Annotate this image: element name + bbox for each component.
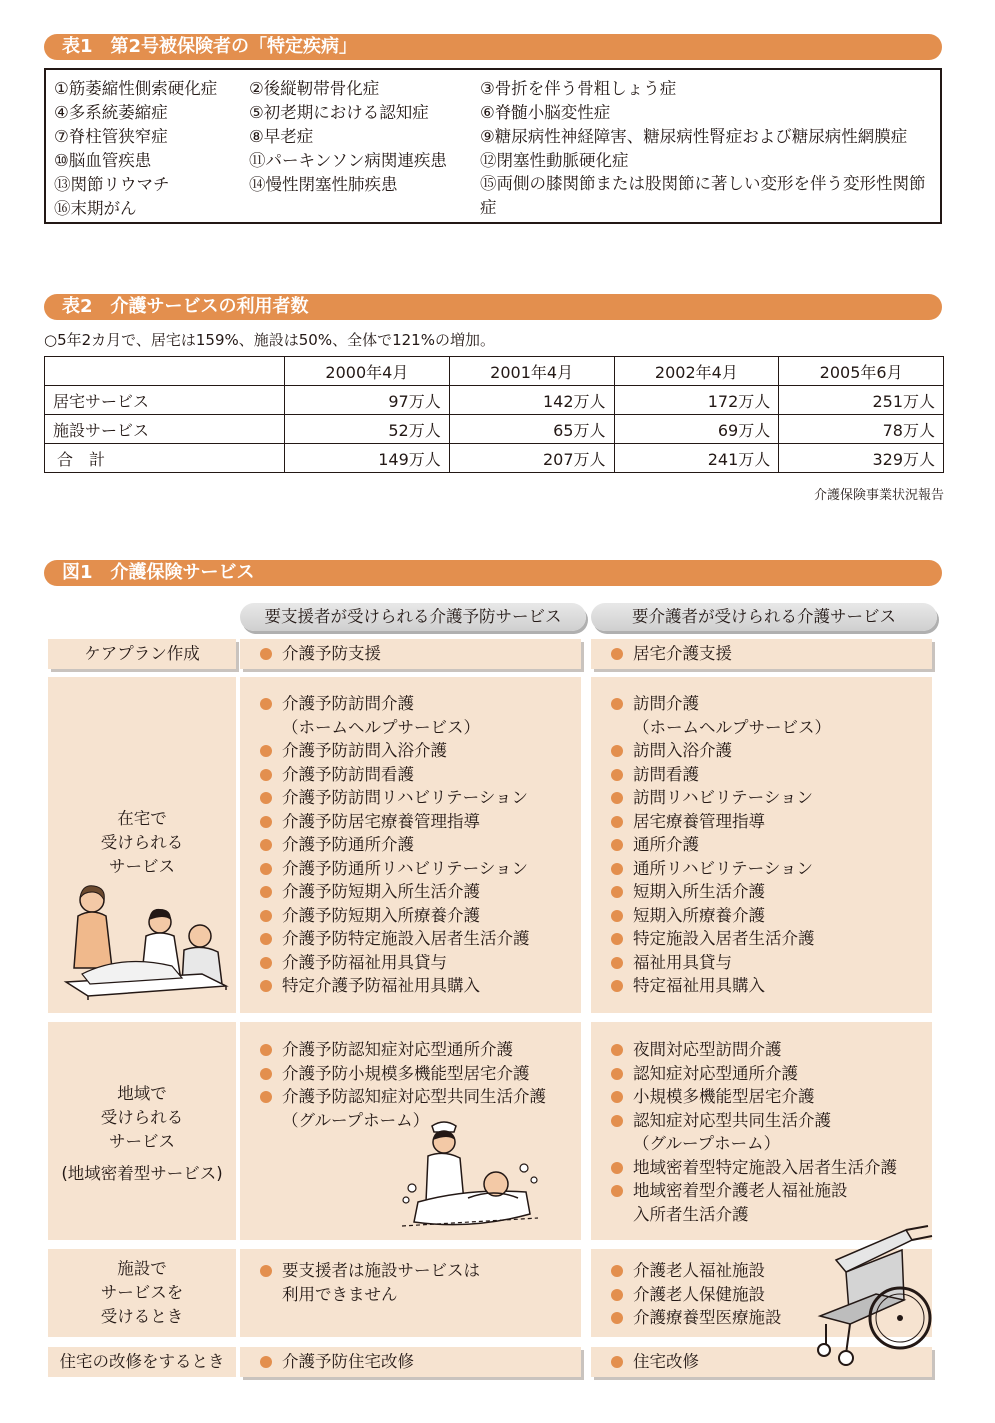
- list-item: [609, 927, 831, 951]
- list-item: [258, 739, 530, 763]
- disease-item: ②後縦靭帯骨化症: [249, 79, 380, 98]
- row-label-cell: [48, 1347, 236, 1377]
- service-list: [609, 642, 732, 666]
- list-item: [609, 833, 831, 857]
- service-label: 福祉用具貸与: [633, 952, 732, 972]
- row-label-line: 施設で: [117, 1259, 167, 1278]
- bullet-dot: [611, 980, 623, 992]
- home-right-cell: [591, 677, 932, 1013]
- list-item: [258, 1085, 546, 1109]
- service-label: 介護予防住宅改修: [282, 1352, 414, 1371]
- list-item: [609, 1259, 782, 1283]
- table-cell: 65万人: [449, 415, 614, 444]
- row-label: [48, 1082, 236, 1186]
- service-label: 夜間対応型訪問介護: [633, 1040, 782, 1059]
- disease-item: ⑨糖尿病性神経障害、糖尿病性腎症および糖尿病性網膜症: [480, 127, 908, 146]
- bullet-dot: [611, 1044, 623, 1056]
- service-label: 介護予防訪問介護: [282, 694, 414, 713]
- bullet-dot: [260, 1091, 272, 1103]
- table-col-header: 2002年4月: [614, 357, 779, 386]
- list-item: [609, 904, 831, 928]
- list-item: [258, 927, 530, 951]
- row-label-line: 受けるとき: [100, 1307, 184, 1326]
- service-label: 介護予防短期入所生活介護: [282, 882, 480, 901]
- table-col-header: 2000年4月: [285, 357, 450, 386]
- row-label-cell: [48, 1022, 236, 1240]
- table-row: [45, 444, 944, 473]
- list-item: [609, 716, 831, 740]
- service-label: 要支援者は施設サービスは: [282, 1261, 480, 1280]
- row-label: 施設サービス: [45, 415, 285, 444]
- renovation-left-cell: [240, 1347, 581, 1377]
- bullet-dot: [611, 1068, 623, 1080]
- service-label: 介護予防認知症対応型通所介護: [282, 1040, 513, 1059]
- list-item: [258, 1350, 414, 1374]
- careplan-right-cell: [591, 639, 932, 669]
- service-label: 介護予防認知症対応型共同生活介護: [282, 1087, 546, 1106]
- bullet-dot: [260, 863, 272, 875]
- table-cell: 207万人: [449, 444, 614, 473]
- bullet-dot: [260, 839, 272, 851]
- service-label: 介護予防支援: [282, 644, 381, 663]
- list-item: [609, 1038, 897, 1062]
- bullet-dot: [611, 698, 623, 710]
- service-label: 認知症対応型共同生活介護: [633, 1110, 831, 1130]
- row-label-line: (地域密着型サービス): [61, 1164, 223, 1183]
- bullet-dot: [611, 863, 623, 875]
- list-item: [609, 951, 831, 975]
- service-label: 介護予防短期入所療養介護: [282, 905, 480, 925]
- table-cell: 52万人: [285, 415, 450, 444]
- disease-item: ③骨折を伴う骨粗しょう症: [480, 79, 677, 98]
- service-label: 特定介護予防福祉用具購入: [282, 976, 480, 995]
- row-label-line: 在宅で: [117, 809, 167, 828]
- bullet-dot: [611, 933, 623, 945]
- service-label: 居宅介護支援: [633, 644, 732, 663]
- table2-title: 表2 介護サービスの利用者数: [44, 294, 942, 320]
- list-item: [609, 1085, 897, 1109]
- row-label-line: 地域で: [117, 1084, 167, 1103]
- bullet-dot: [611, 648, 623, 660]
- bullet-dot: [611, 1312, 623, 1324]
- table-cell: 149万人: [285, 444, 450, 473]
- service-label: 入所者生活介護: [633, 1204, 749, 1224]
- list-item: [258, 833, 530, 857]
- list-item: [258, 880, 530, 904]
- list-item: [258, 904, 530, 928]
- list-item: [258, 642, 381, 666]
- list-item: [258, 763, 530, 787]
- service-label: 特定施設入居者生活介護: [633, 929, 815, 948]
- bullet-dot: [611, 792, 623, 804]
- service-label: 介護老人保健施設: [633, 1284, 765, 1304]
- list-item: [258, 1062, 546, 1086]
- bathing-care-illustration: [398, 1118, 548, 1230]
- service-list: [258, 642, 381, 666]
- service-label: 小規模多機能型居宅介護: [633, 1087, 815, 1106]
- service-label: 介護療養型医療施設: [633, 1308, 782, 1327]
- row-label: [48, 1257, 236, 1329]
- list-item: [258, 692, 530, 716]
- bullet-dot: [611, 1289, 623, 1301]
- service-users-table: [44, 356, 944, 473]
- table-cell: 97万人: [285, 386, 450, 415]
- row-label: 合 計: [45, 444, 285, 473]
- bullet-dot: [260, 698, 272, 710]
- table-cell: 142万人: [449, 386, 614, 415]
- table-cell: 69万人: [614, 415, 779, 444]
- list-item: [258, 786, 530, 810]
- row-label-line: 受けられる: [100, 833, 184, 852]
- table-header-row: [45, 357, 944, 386]
- list-item: [609, 1109, 897, 1133]
- bullet-dot: [611, 1091, 623, 1103]
- figure1-title: 図1 介護保険サービス: [44, 560, 942, 586]
- col-head-care: 要介護者が受けられる介護サービス: [591, 603, 937, 631]
- service-label: 訪問リハビリテーション: [633, 788, 814, 807]
- table-cell: 251万人: [779, 386, 944, 415]
- table-cell: 78万人: [779, 415, 944, 444]
- service-label: （ホームヘルプサービス）: [633, 717, 831, 737]
- table2-source: 介護保険事業状況報告: [813, 488, 944, 503]
- service-label: 特定福祉用具購入: [633, 976, 765, 995]
- row-label-line: サービス: [109, 857, 175, 876]
- service-label: 地域密着型特定施設入居者生活介護: [633, 1157, 897, 1177]
- service-label: 住宅改修: [633, 1352, 699, 1371]
- table-cell: 241万人: [614, 444, 779, 473]
- service-label: 介護予防訪問入浴介護: [282, 741, 447, 760]
- facility-left-cell: [240, 1249, 581, 1337]
- disease-item: ①筋萎縮性側索硬化症: [54, 79, 218, 98]
- service-list: [609, 1259, 782, 1330]
- bullet-dot: [611, 769, 623, 781]
- service-label: 通所リハビリテーション: [633, 858, 814, 878]
- bullet-dot: [260, 792, 272, 804]
- service-label: 介護予防訪問リハビリテーション: [282, 788, 529, 807]
- service-label: 介護予防福祉用具貸与: [282, 952, 447, 972]
- disease-item: ④多系統萎縮症: [54, 103, 168, 122]
- row-label-line: サービスを: [100, 1283, 184, 1302]
- table1-title: 表1 第2号被保険者の「特定疾病」: [44, 34, 942, 60]
- table-corner: [45, 357, 285, 386]
- service-label: （ホームヘルプサービス）: [282, 717, 480, 737]
- service-label: 介護予防通所介護: [282, 835, 414, 854]
- community-left-cell: [240, 1022, 581, 1240]
- disease-item: ⑩脳血管疾患: [54, 151, 152, 170]
- bullet-dot: [260, 1356, 272, 1368]
- service-label: 介護予防特定施設入居者生活介護: [282, 929, 530, 948]
- bullet-dot: [260, 1068, 272, 1080]
- row-label: [48, 807, 236, 879]
- row-label-line: サービス: [109, 1132, 175, 1151]
- home-care-illustration: [62, 878, 230, 1000]
- service-label: 介護予防通所リハビリテーション: [282, 858, 529, 878]
- list-item: [609, 857, 831, 881]
- service-label: 介護老人福祉施設: [633, 1261, 765, 1280]
- list-item: [609, 1179, 897, 1203]
- disease-item: ⑭慢性閉塞性肺疾患: [249, 175, 398, 194]
- table-row: [45, 386, 944, 415]
- service-list: [609, 1038, 897, 1226]
- bullet-dot: [611, 745, 623, 757]
- service-list: [258, 1350, 414, 1374]
- table-row: [45, 415, 944, 444]
- table-cell: 172万人: [614, 386, 779, 415]
- disease-item: ⑫閉塞性動脈硬化症: [480, 151, 629, 170]
- disease-item: ⑮両側の膝関節または股関節に著しい変形を伴う変形性関節症: [480, 174, 926, 217]
- disease-item: ⑤初老期における認知症: [249, 103, 429, 122]
- bullet-dot: [260, 648, 272, 660]
- table-cell: 329万人: [779, 444, 944, 473]
- service-label: 介護予防小規模多機能型居宅介護: [282, 1063, 530, 1083]
- bullet-dot: [611, 910, 623, 922]
- row-label: ケアプラン作成: [84, 644, 200, 663]
- list-item: [258, 974, 530, 998]
- row-label-cell: [48, 1249, 236, 1337]
- bullet-dot: [260, 1044, 272, 1056]
- service-list: [258, 692, 530, 998]
- table-col-header: 2001年4月: [449, 357, 614, 386]
- bullet-dot: [260, 957, 272, 969]
- bullet-dot: [260, 933, 272, 945]
- bullet-dot: [611, 1265, 623, 1277]
- list-item: [609, 1350, 699, 1374]
- bullet-dot: [611, 1162, 623, 1174]
- list-item: [609, 642, 732, 666]
- service-label: 介護予防居宅療養管理指導: [282, 811, 480, 831]
- disease-item: ⑬関節リウマチ: [54, 175, 170, 194]
- table-col-header: 2005年6月: [779, 357, 944, 386]
- list-item: [258, 1259, 480, 1283]
- list-item: [258, 810, 530, 834]
- service-label: 短期入所療養介護: [633, 905, 765, 925]
- bullet-dot: [260, 886, 272, 898]
- service-label: 居宅療養管理指導: [633, 811, 765, 831]
- bullet-dot: [611, 839, 623, 851]
- service-label: 地域密着型介護老人福祉施設: [633, 1181, 848, 1200]
- list-item: [258, 951, 530, 975]
- service-list: [609, 692, 831, 998]
- list-item: [609, 1062, 897, 1086]
- disease-item: ⑦脊柱管狭窄症: [54, 127, 168, 146]
- bullet-dot: [611, 957, 623, 969]
- row-label-line: 受けられる: [100, 1108, 184, 1127]
- list-item: [258, 716, 530, 740]
- service-label: 訪問看護: [633, 764, 699, 784]
- service-label: （グループホーム）: [282, 1110, 430, 1130]
- bullet-dot: [611, 816, 623, 828]
- bullet-dot: [260, 745, 272, 757]
- list-item: [609, 810, 831, 834]
- list-item: [609, 1156, 897, 1180]
- list-item: [609, 880, 831, 904]
- list-item: [609, 1306, 782, 1330]
- bullet-dot: [260, 816, 272, 828]
- list-item: [609, 1132, 897, 1156]
- bullet-dot: [260, 1265, 272, 1277]
- disease-item: ⑥脊髄小脳変性症: [480, 103, 611, 122]
- disease-item: ⑪パーキンソン病関連疾患: [249, 151, 447, 170]
- service-label: 介護予防訪問看護: [282, 764, 414, 784]
- wheelchair-illustration: [806, 1220, 936, 1370]
- row-label: 居宅サービス: [45, 386, 285, 415]
- list-item: [609, 763, 831, 787]
- bullet-dot: [260, 910, 272, 922]
- service-label: 訪問介護: [633, 694, 699, 713]
- service-label: 訪問入浴介護: [633, 741, 732, 760]
- list-item: [609, 692, 831, 716]
- disease-item: ⑧早老症: [249, 127, 314, 146]
- list-item: [258, 1038, 546, 1062]
- service-list: [609, 1350, 699, 1374]
- service-label: 通所介護: [633, 835, 699, 854]
- bullet-dot: [611, 1115, 623, 1127]
- careplan-left-cell: [240, 639, 581, 669]
- list-item: [609, 1283, 782, 1307]
- list-item: [258, 1283, 480, 1307]
- service-label: 認知症対応型通所介護: [633, 1063, 798, 1083]
- list-item: [609, 974, 831, 998]
- row-label: 住宅の改修をするとき: [59, 1352, 225, 1371]
- list-item: [609, 739, 831, 763]
- bullet-dot: [611, 1356, 623, 1368]
- service-label: 利用できません: [282, 1284, 398, 1304]
- specific-diseases-table: [44, 68, 942, 224]
- service-label: 短期入所生活介護: [633, 882, 765, 901]
- disease-item: ⑯末期がん: [54, 199, 137, 218]
- bullet-dot: [260, 980, 272, 992]
- list-item: [258, 857, 530, 881]
- bullet-dot: [611, 1185, 623, 1197]
- community-right-cell: [591, 1022, 932, 1240]
- home-left-cell: [240, 677, 581, 1013]
- list-item: [609, 786, 831, 810]
- col-head-prevention: 要支援者が受けられる介護予防サービス: [240, 603, 586, 631]
- service-label: （グループホーム）: [633, 1134, 781, 1153]
- row-label-cell: [48, 639, 236, 669]
- table2-note: ○5年2カ月で、居宅は159%、施設は50%、全体で121%の増加。: [44, 331, 495, 349]
- bullet-dot: [260, 769, 272, 781]
- bullet-dot: [611, 886, 623, 898]
- service-list: [258, 1259, 480, 1306]
